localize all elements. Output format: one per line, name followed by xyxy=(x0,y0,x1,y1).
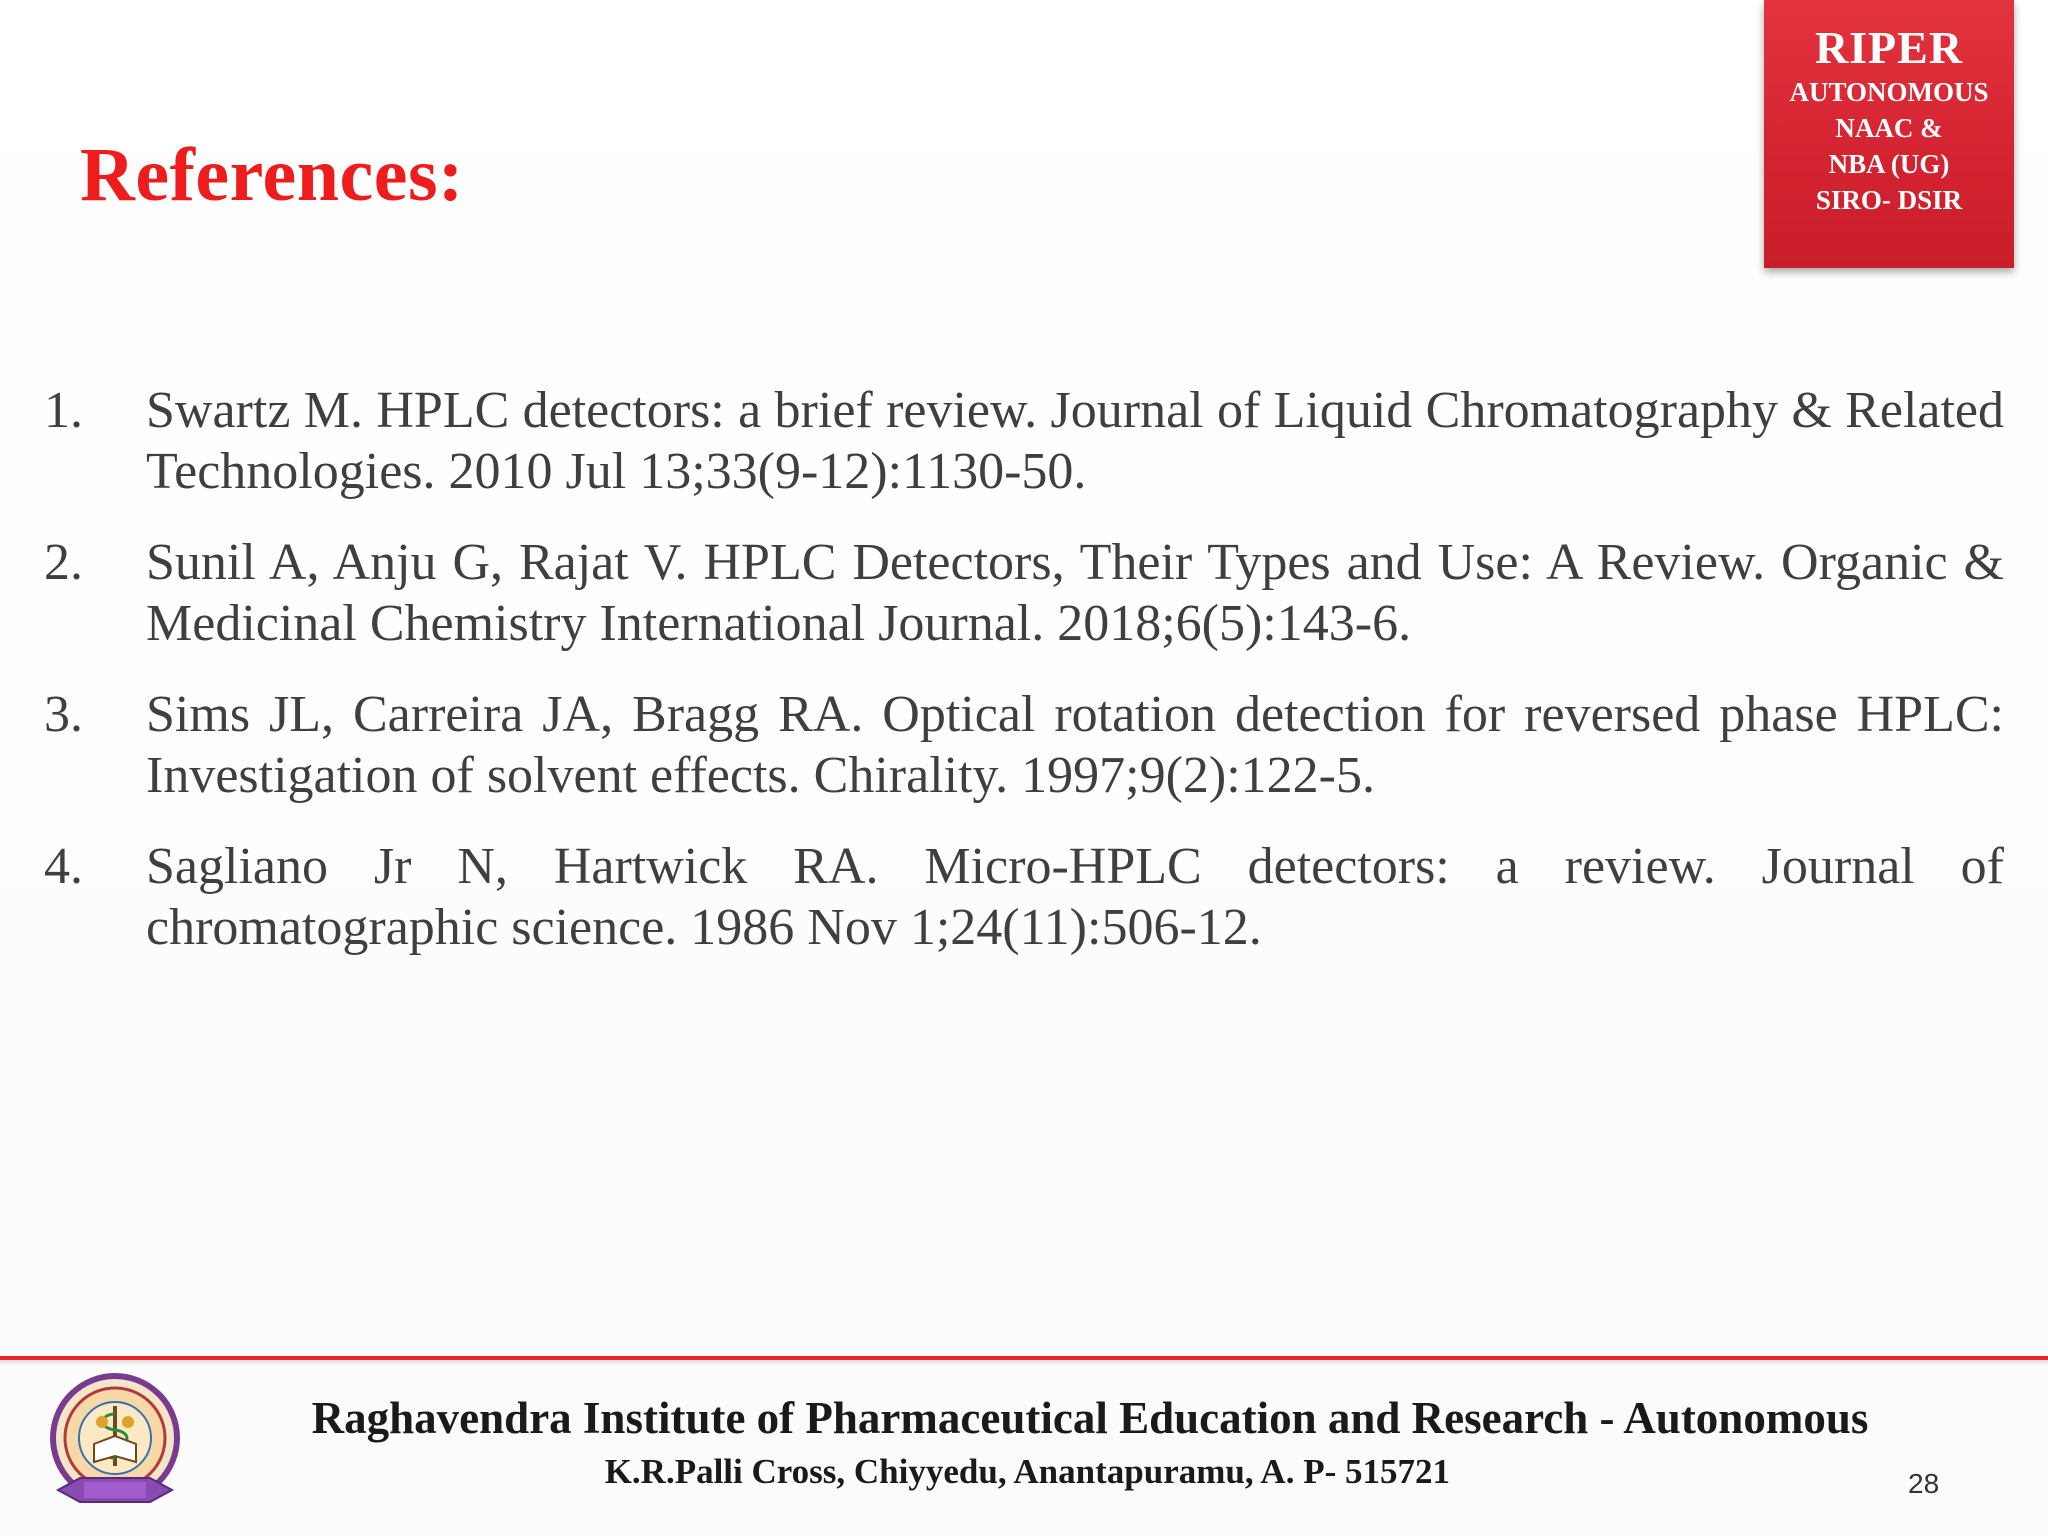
institute-address: K.R.Palli Cross, Chiyyedu, Anantapuramu, A. P- 515721 xyxy=(604,1452,1450,1491)
reference-item xyxy=(44,684,2004,806)
institute-seal-icon xyxy=(40,1370,190,1520)
page-number: 28 xyxy=(1908,1468,1940,1499)
badge-siro: SIRO- DSIR xyxy=(1815,185,1963,215)
institute-name: Raghavendra Institute of Pharmaceutical Education and Research - Autonomous xyxy=(311,1393,1869,1443)
accreditation-badge xyxy=(1764,0,2014,268)
footer-divider-shadow xyxy=(0,1360,2048,1366)
badge-riper: RIPER xyxy=(1814,22,1964,73)
reference-text: Swartz M. HPLC detectors: a brief review. Journal of Liquid Chromatography & Related Technologies. 2010 Jul 13;33(9-12):1130-50. xyxy=(146,382,2004,500)
badge-naac: NAAC & xyxy=(1835,113,1943,143)
reference-number: 4. xyxy=(44,838,83,895)
reference-item xyxy=(44,532,2004,654)
badge-nba: NBA (UG) xyxy=(1828,149,1950,179)
reference-text: Sunil A, Anju G, Rajat V. HPLC Detectors, Their Types and Use: A Review. Organic & Medicinal Chemistry International Journal. 2018;6(5):143-6. xyxy=(146,534,2004,652)
reference-text: Sagliano Jr N, Hartwick RA. Micro-HPLC detectors: a review. Journal of chromatographic science. 1986 Nov 1;24(11):506-12. xyxy=(146,838,2004,956)
reference-text: Sims JL, Carreira JA, Bragg RA. Optical rotation detection for reversed phase HPLC: Investigation of solvent effects. Chirality. 1997;9(2):122-5. xyxy=(146,686,2004,804)
reference-number: 3. xyxy=(44,686,83,743)
reference-list xyxy=(44,380,2004,988)
reference-item xyxy=(44,380,2004,502)
reference-item xyxy=(44,836,2004,958)
reference-number: 1. xyxy=(44,382,83,439)
badge-autonomous: AUTONOMOUS xyxy=(1789,77,1989,107)
page-title: References: xyxy=(80,133,464,217)
reference-number: 2. xyxy=(44,534,83,591)
